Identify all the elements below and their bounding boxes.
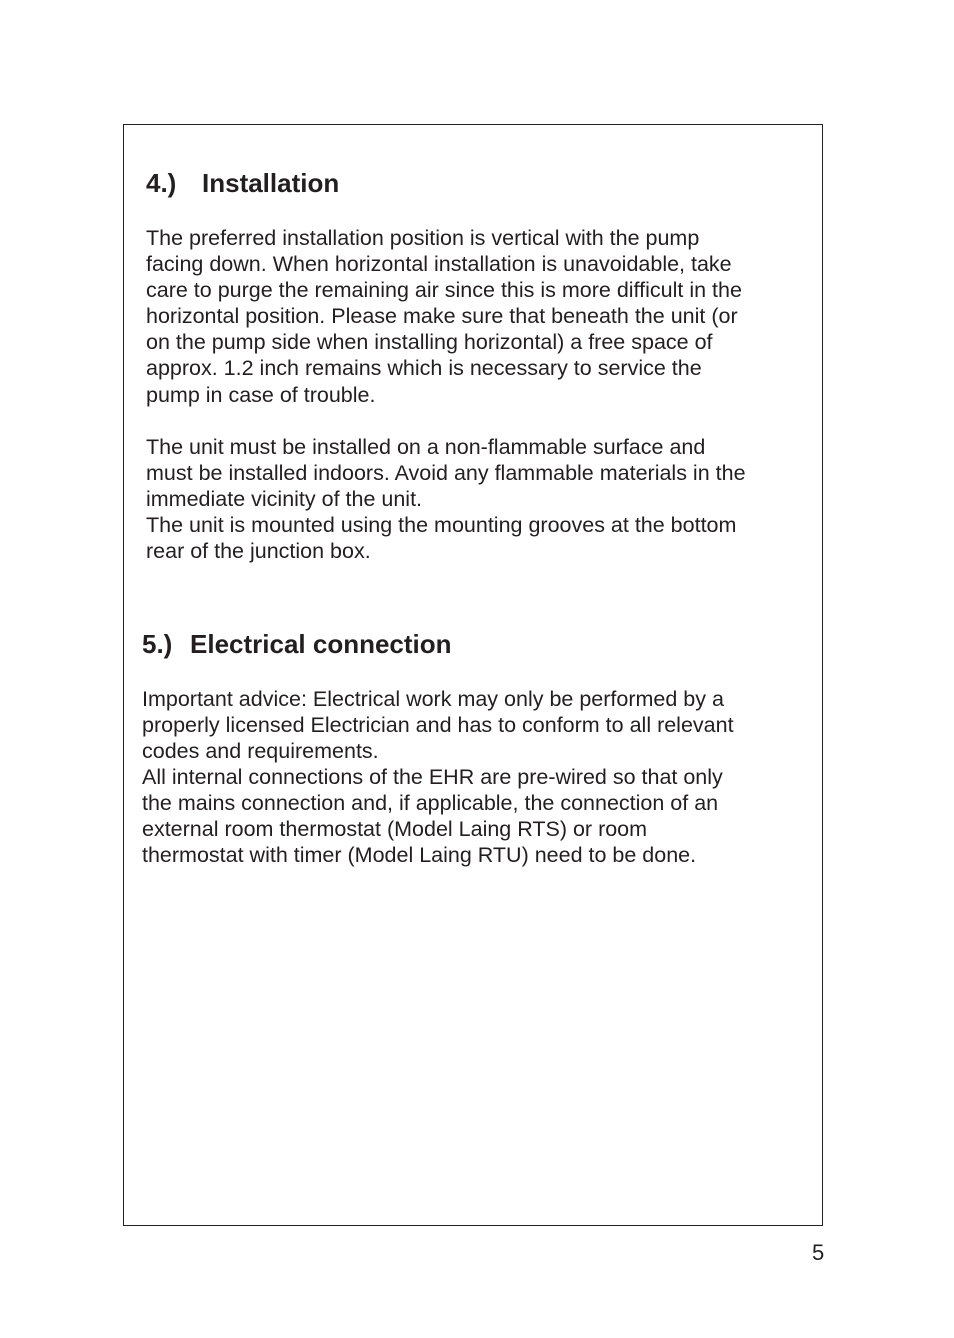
mounting-grooves-paragraph: The unit is mounted using the mounting grooves at the bottom rear of the junction box. <box>146 513 737 564</box>
section-4-heading <box>146 168 339 198</box>
section-4-number: 4.) <box>146 168 177 198</box>
page-number: 5 <box>812 1240 825 1265</box>
section-4-title: Installation <box>202 168 340 198</box>
section-5-title: Electrical connection <box>190 629 452 659</box>
important-advice-paragraph: Important advice: Electrical work may only be performed by a properly licensed Electrician and has to conform to all relevant codes and requirements. <box>142 687 734 764</box>
installation-position-paragraph: The preferred installation position is vertical with the pump facing down. When horizontal installation is unavoidable, take care to purge the remaining air since this is more difficult in the horizontal position. Please make sure that beneath the unit (or on the pump side when installing horizontal) a free space of approx. 1.2 inch remains which is necessary to service the pump in case of trouble. <box>146 226 742 407</box>
internal-connections-paragraph: All internal connections of the EHR are pre-wired so that only the mains connection and, if applicable, the connection of an external room thermostat (Model Laing RTS) or room thermostat with timer (Model Laing RTU) need to be done. <box>142 765 723 868</box>
section-5-heading <box>142 629 452 659</box>
non-flammable-surface-paragraph: The unit must be installed on a non-flammable surface and must be installed indoors. Avoid any flammable materials in the immediate vicinity of the unit. <box>146 435 746 512</box>
section-5-number: 5.) <box>142 629 173 659</box>
